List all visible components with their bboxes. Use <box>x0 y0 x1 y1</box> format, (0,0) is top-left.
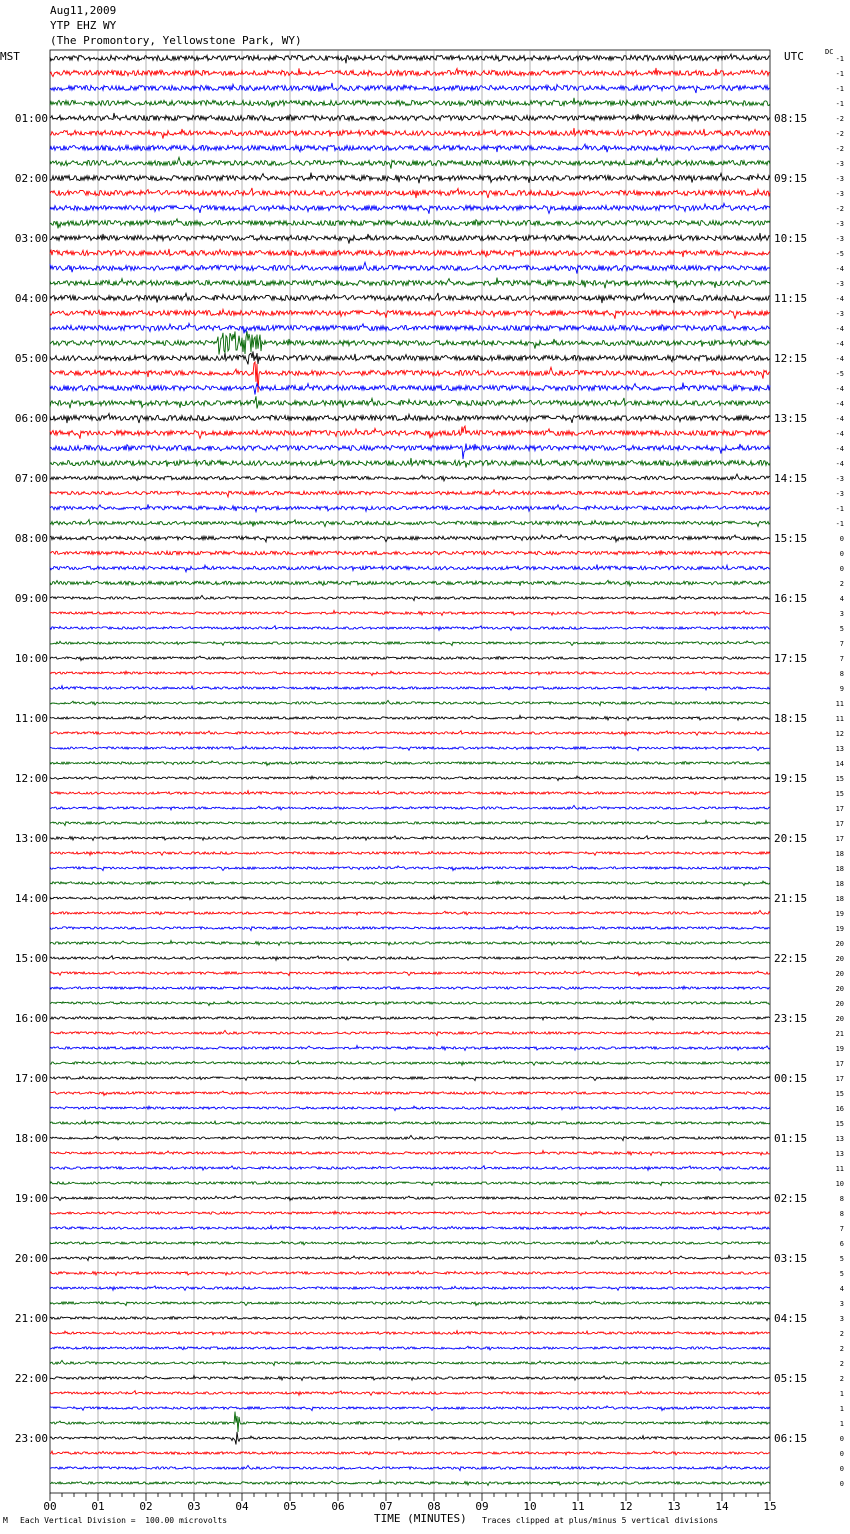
right-hour-label: 22:15 <box>774 952 808 965</box>
dc-offset-label: 19 <box>835 925 844 933</box>
dc-offset-label: 11 <box>835 700 844 708</box>
seismic-trace <box>50 1256 770 1261</box>
seismic-trace <box>50 1346 770 1350</box>
dc-offset-label: 1 <box>839 1420 844 1428</box>
dc-offset-label: -1 <box>835 505 844 513</box>
seismic-trace <box>50 986 770 989</box>
seismic-trace <box>50 504 770 511</box>
dc-offset-label: 15 <box>835 790 844 798</box>
seismic-trace <box>50 351 770 364</box>
dc-offset-label: 3 <box>839 1315 844 1323</box>
dc-offset-label: 20 <box>835 970 844 978</box>
right-hour-label: 04:15 <box>774 1312 808 1325</box>
seismic-trace <box>50 671 770 676</box>
seismic-trace <box>50 1465 770 1470</box>
left-hour-label: 22:00 <box>14 1372 48 1385</box>
left-hour-label: 21:00 <box>14 1312 48 1325</box>
seismic-trace <box>50 309 770 318</box>
right-hour-label: 14:15 <box>774 472 808 485</box>
dc-offset-label: -4 <box>835 340 844 348</box>
dc-offset-label: 2 <box>839 1360 844 1368</box>
dc-offset-label: -1 <box>835 85 844 93</box>
right-hour-label: 06:15 <box>774 1432 808 1445</box>
dc-offset-label: 6 <box>839 1240 844 1248</box>
seismic-trace <box>50 656 770 660</box>
right-hour-label: 16:15 <box>774 592 808 605</box>
seismic-trace <box>50 490 770 497</box>
seismic-traces <box>50 54 770 1485</box>
dc-offset-label: -4 <box>835 355 844 363</box>
seismic-trace <box>50 1151 770 1156</box>
right-hour-label: 17:15 <box>774 652 808 665</box>
dc-offset-label: 2 <box>839 1345 844 1353</box>
left-hour-label: 18:00 <box>14 1132 48 1145</box>
seismic-trace <box>50 746 770 750</box>
dc-offset-label: -2 <box>835 205 844 213</box>
seismic-trace <box>50 157 770 168</box>
dc-offset-label: 17 <box>835 1060 844 1068</box>
left-hour-label: 15:00 <box>14 952 48 965</box>
right-hour-label: 08:15 <box>774 112 808 125</box>
seismic-trace <box>50 761 770 766</box>
dc-offset-label: 0 <box>839 1435 844 1443</box>
station-code: YTP EHZ WY <box>50 19 117 32</box>
right-hour-label: 00:15 <box>774 1072 808 1085</box>
dc-offset-label: -4 <box>835 415 844 423</box>
seismic-trace <box>50 1091 770 1095</box>
seismic-trace <box>50 641 770 646</box>
dc-offset-label: 3 <box>839 1300 844 1308</box>
dc-offset-label: -3 <box>835 235 844 243</box>
seismic-trace <box>50 686 770 690</box>
clip-note: Traces clipped at plus/minus 5 vertical divisions <box>482 1516 719 1525</box>
seismic-trace <box>50 1046 770 1051</box>
left-timezone-label: MST <box>0 50 20 63</box>
dc-offset-label: 17 <box>835 835 844 843</box>
seismic-trace <box>50 776 770 781</box>
seismic-trace <box>50 323 770 333</box>
dc-offset-label: 13 <box>835 1135 844 1143</box>
dc-offset-label: 12 <box>835 730 844 738</box>
seismic-trace <box>50 188 770 198</box>
dc-offset-label: -5 <box>835 370 844 378</box>
right-hour-label: 10:15 <box>774 232 808 245</box>
dc-offset-label: 11 <box>835 715 844 723</box>
corner-mark: M <box>3 1516 8 1525</box>
seismic-trace <box>50 580 770 586</box>
seismic-trace <box>50 414 770 424</box>
x-tick-label: 06 <box>331 1500 345 1513</box>
seismic-trace <box>50 262 770 273</box>
seismic-trace <box>50 113 770 121</box>
seismic-trace <box>50 426 770 439</box>
left-hour-label: 23:00 <box>14 1432 48 1445</box>
seismic-trace <box>50 1226 770 1230</box>
dc-offset-label: -3 <box>835 190 844 198</box>
seismic-trace <box>50 595 770 600</box>
seismic-trace <box>50 805 770 810</box>
dc-offset-label: -4 <box>835 385 844 393</box>
left-hour-label: 05:00 <box>14 352 48 365</box>
seismic-trace <box>50 941 770 946</box>
seismic-trace <box>50 1196 770 1201</box>
left-hour-label: 01:00 <box>14 112 48 125</box>
seismic-trace <box>50 956 770 961</box>
dc-offset-label: 15 <box>835 1090 844 1098</box>
station-location: (The Promontory, Yellowstone Park, WY) <box>50 34 302 47</box>
dc-offset-label: 13 <box>835 745 844 753</box>
seismic-trace <box>50 700 770 705</box>
x-tick-label: 12 <box>619 1500 633 1513</box>
left-hour-label: 20:00 <box>14 1252 48 1265</box>
seismic-trace <box>50 836 770 841</box>
seismic-trace <box>50 68 770 77</box>
seismic-trace <box>50 383 770 395</box>
dc-offset-label: 19 <box>835 910 844 918</box>
dc-offset-label: 0 <box>839 565 844 573</box>
seismic-trace <box>50 716 770 721</box>
dc-offset-label: -3 <box>835 280 844 288</box>
right-hour-label: 19:15 <box>774 772 808 785</box>
seismic-trace <box>50 1240 770 1245</box>
left-hour-label: 11:00 <box>14 712 48 725</box>
dc-offset-label: 20 <box>835 955 844 963</box>
seismic-trace <box>50 83 770 93</box>
dc-offset-label: 17 <box>835 820 844 828</box>
dc-offset-label: 8 <box>839 670 844 678</box>
dc-offset-label: -4 <box>835 400 844 408</box>
dc-offset-label: 15 <box>835 775 844 783</box>
dc-offset-label: -4 <box>835 295 844 303</box>
right-hour-label: 03:15 <box>774 1252 808 1265</box>
dc-offset-label: -4 <box>835 265 844 273</box>
dc-offset-label: 14 <box>835 760 844 768</box>
seismic-trace <box>50 1271 770 1276</box>
seismic-trace <box>50 550 770 555</box>
seismic-trace <box>50 926 770 931</box>
left-hour-label: 17:00 <box>14 1072 48 1085</box>
dc-offset-label: 18 <box>835 895 844 903</box>
seismic-trace <box>50 535 770 542</box>
seismic-trace <box>50 1030 770 1035</box>
dc-offset-label: 20 <box>835 1015 844 1023</box>
seismic-trace <box>50 331 770 354</box>
dc-offset-label: 18 <box>835 850 844 858</box>
left-hour-label: 12:00 <box>14 772 48 785</box>
dc-offset-label: -3 <box>835 475 844 483</box>
seismic-trace <box>50 249 770 257</box>
right-hour-label: 20:15 <box>774 832 808 845</box>
seismic-trace <box>50 1412 770 1432</box>
left-hour-label: 19:00 <box>14 1192 48 1205</box>
seismic-trace <box>50 1331 770 1335</box>
right-hour-label: 01:15 <box>774 1132 808 1145</box>
right-hour-label: 18:15 <box>774 712 808 725</box>
dc-offset-label: -1 <box>835 100 844 108</box>
right-hour-label: 11:15 <box>774 292 808 305</box>
seismic-trace <box>50 1061 770 1066</box>
seismic-trace <box>50 910 770 915</box>
dc-offset-label: -1 <box>835 55 844 63</box>
dc-offset-label: -5 <box>835 250 844 258</box>
seismic-trace <box>50 565 770 572</box>
x-tick-label: 15 <box>763 1500 777 1513</box>
seismic-trace <box>50 128 770 139</box>
right-hour-label: 23:15 <box>774 1012 808 1025</box>
dc-offset-label: 1 <box>839 1390 844 1398</box>
dc-offset-header: DC <box>825 48 834 56</box>
left-hour-label: 08:00 <box>14 532 48 545</box>
seismic-trace <box>50 1481 770 1486</box>
dc-offset-label: -3 <box>835 160 844 168</box>
dc-offset-label: -3 <box>835 175 844 183</box>
x-tick-label: 01 <box>91 1500 105 1513</box>
seismic-trace <box>50 1286 770 1290</box>
seismic-trace <box>50 98 770 108</box>
dc-offset-label: 3 <box>839 610 844 618</box>
plot-date: Aug11,2009 <box>50 4 117 17</box>
seismic-trace <box>50 1316 770 1320</box>
dc-offset-label: 8 <box>839 1210 844 1218</box>
dc-offset-label: -3 <box>835 310 844 318</box>
seismic-trace <box>50 851 770 855</box>
dc-offset-label: 0 <box>839 1450 844 1458</box>
x-tick-label: 00 <box>43 1500 57 1513</box>
dc-offset-label: 4 <box>839 595 844 603</box>
dc-offset-label: 5 <box>839 625 844 633</box>
dc-offset-label: 21 <box>835 1030 844 1038</box>
right-hour-label: 05:15 <box>774 1372 808 1385</box>
seismic-trace <box>50 144 770 152</box>
x-tick-label: 05 <box>283 1500 297 1513</box>
dc-offset-label: 19 <box>835 1045 844 1053</box>
seismic-trace <box>50 611 770 616</box>
dc-offset-label: 7 <box>839 640 844 648</box>
seismic-trace <box>50 1376 770 1381</box>
dc-offset-label: -2 <box>835 130 844 138</box>
seismic-trace <box>50 396 770 408</box>
x-tick-label: 02 <box>139 1500 153 1513</box>
dc-offset-label: 1 <box>839 1405 844 1413</box>
dc-offset-label: 20 <box>835 1000 844 1008</box>
dc-offset-label: -1 <box>835 70 844 78</box>
dc-offset-label: 20 <box>835 940 844 948</box>
seismic-trace <box>50 1211 770 1216</box>
right-hour-label: 13:15 <box>774 412 808 425</box>
seismic-trace <box>50 971 770 976</box>
left-hour-label: 06:00 <box>14 412 48 425</box>
dc-offset-label: 18 <box>835 880 844 888</box>
x-tick-label: 11 <box>571 1500 585 1513</box>
dc-offset-label: 7 <box>839 655 844 663</box>
x-axis-title: TIME (MINUTES) <box>374 1512 467 1525</box>
left-hour-label: 16:00 <box>14 1012 48 1025</box>
seismic-trace <box>50 233 770 244</box>
seismic-trace <box>50 626 770 631</box>
scale-note: Each Vertical Division = 100.00 microvolts <box>20 1516 228 1525</box>
seismic-trace <box>50 1016 770 1020</box>
seismic-trace <box>50 881 770 886</box>
dc-offset-label: 15 <box>835 1120 844 1128</box>
dc-offset-label: -2 <box>835 145 844 153</box>
seismic-trace <box>50 444 770 460</box>
x-tick-label: 04 <box>235 1500 249 1513</box>
right-hour-label: 12:15 <box>774 352 808 365</box>
seismic-trace <box>50 278 770 289</box>
seismic-trace <box>50 474 770 481</box>
x-tick-label: 10 <box>523 1500 537 1513</box>
seismic-trace <box>50 1121 770 1125</box>
seismic-trace <box>50 362 770 392</box>
dc-offset-label: 0 <box>839 550 844 558</box>
dc-offset-label: -4 <box>835 460 844 468</box>
seismic-trace <box>50 1135 770 1140</box>
seismic-trace <box>50 54 770 63</box>
seismic-trace <box>50 1406 770 1411</box>
dc-offset-label: 2 <box>839 1375 844 1383</box>
dc-offset-label: -3 <box>835 490 844 498</box>
right-timezone-label: UTC <box>784 50 804 63</box>
left-hour-label: 02:00 <box>14 172 48 185</box>
left-hour-label: 03:00 <box>14 232 48 245</box>
seismic-trace <box>50 219 770 229</box>
seismic-trace <box>50 458 770 468</box>
dc-offset-label: 16 <box>835 1105 844 1113</box>
seismic-trace <box>50 1391 770 1396</box>
dc-offset-label: 9 <box>839 685 844 693</box>
axis-labels <box>15 55 844 1513</box>
left-hour-label: 13:00 <box>14 832 48 845</box>
seismic-trace <box>50 1451 770 1455</box>
seismic-trace <box>50 821 770 826</box>
dc-offset-label: -3 <box>835 220 844 228</box>
seismic-trace <box>50 1301 770 1306</box>
seismic-trace <box>50 731 770 736</box>
dc-offset-label: 17 <box>835 805 844 813</box>
dc-offset-label: 2 <box>839 580 844 588</box>
dc-offset-label: 5 <box>839 1255 844 1263</box>
seismic-trace <box>50 203 770 213</box>
dc-offset-label: 10 <box>835 1180 844 1188</box>
seismic-trace <box>50 1106 770 1111</box>
seismic-trace <box>50 293 770 303</box>
seismic-trace <box>50 1181 770 1185</box>
left-hour-label: 10:00 <box>14 652 48 665</box>
x-tick-label: 14 <box>715 1500 729 1513</box>
dc-offset-label: -4 <box>835 430 844 438</box>
left-hour-label: 04:00 <box>14 292 48 305</box>
dc-offset-label: -1 <box>835 520 844 528</box>
dc-offset-label: 0 <box>839 1465 844 1473</box>
seismic-trace <box>50 173 770 184</box>
dc-offset-label: 2 <box>839 1330 844 1338</box>
dc-offset-label: 5 <box>839 1270 844 1278</box>
dc-offset-label: 4 <box>839 1285 844 1293</box>
seismic-trace <box>50 1076 770 1081</box>
x-tick-label: 08 <box>427 1500 441 1513</box>
seismic-trace <box>50 1001 770 1006</box>
dc-offset-label: 20 <box>835 985 844 993</box>
seismic-trace <box>50 896 770 900</box>
dc-offset-label: -2 <box>835 115 844 123</box>
seismic-trace <box>50 520 770 527</box>
right-hour-label: 15:15 <box>774 532 808 545</box>
right-hour-label: 21:15 <box>774 892 808 905</box>
seismic-trace <box>50 1166 770 1171</box>
dc-offset-label: 0 <box>839 535 844 543</box>
dc-offset-label: 8 <box>839 1195 844 1203</box>
dc-offset-label: 7 <box>839 1225 844 1233</box>
left-hour-label: 14:00 <box>14 892 48 905</box>
x-tick-label: 03 <box>187 1500 201 1513</box>
seismic-trace <box>50 791 770 795</box>
dc-offset-label: -4 <box>835 325 844 333</box>
seismic-trace <box>50 1432 770 1445</box>
dc-offset-label: 13 <box>835 1150 844 1158</box>
dc-offset-label: 18 <box>835 865 844 873</box>
dc-offset-label: -4 <box>835 445 844 453</box>
right-hour-label: 09:15 <box>774 172 808 185</box>
left-hour-label: 09:00 <box>14 592 48 605</box>
right-hour-label: 02:15 <box>774 1192 808 1205</box>
dc-offset-label: 11 <box>835 1165 844 1173</box>
left-hour-label: 07:00 <box>14 472 48 485</box>
seismic-trace <box>50 866 770 871</box>
x-tick-label: 09 <box>475 1500 489 1513</box>
x-tick-label: 13 <box>667 1500 681 1513</box>
dc-offset-label: 0 <box>839 1480 844 1488</box>
seismic-trace <box>50 1360 770 1365</box>
x-tick-label: 07 <box>379 1500 393 1513</box>
dc-offset-label: 17 <box>835 1075 844 1083</box>
